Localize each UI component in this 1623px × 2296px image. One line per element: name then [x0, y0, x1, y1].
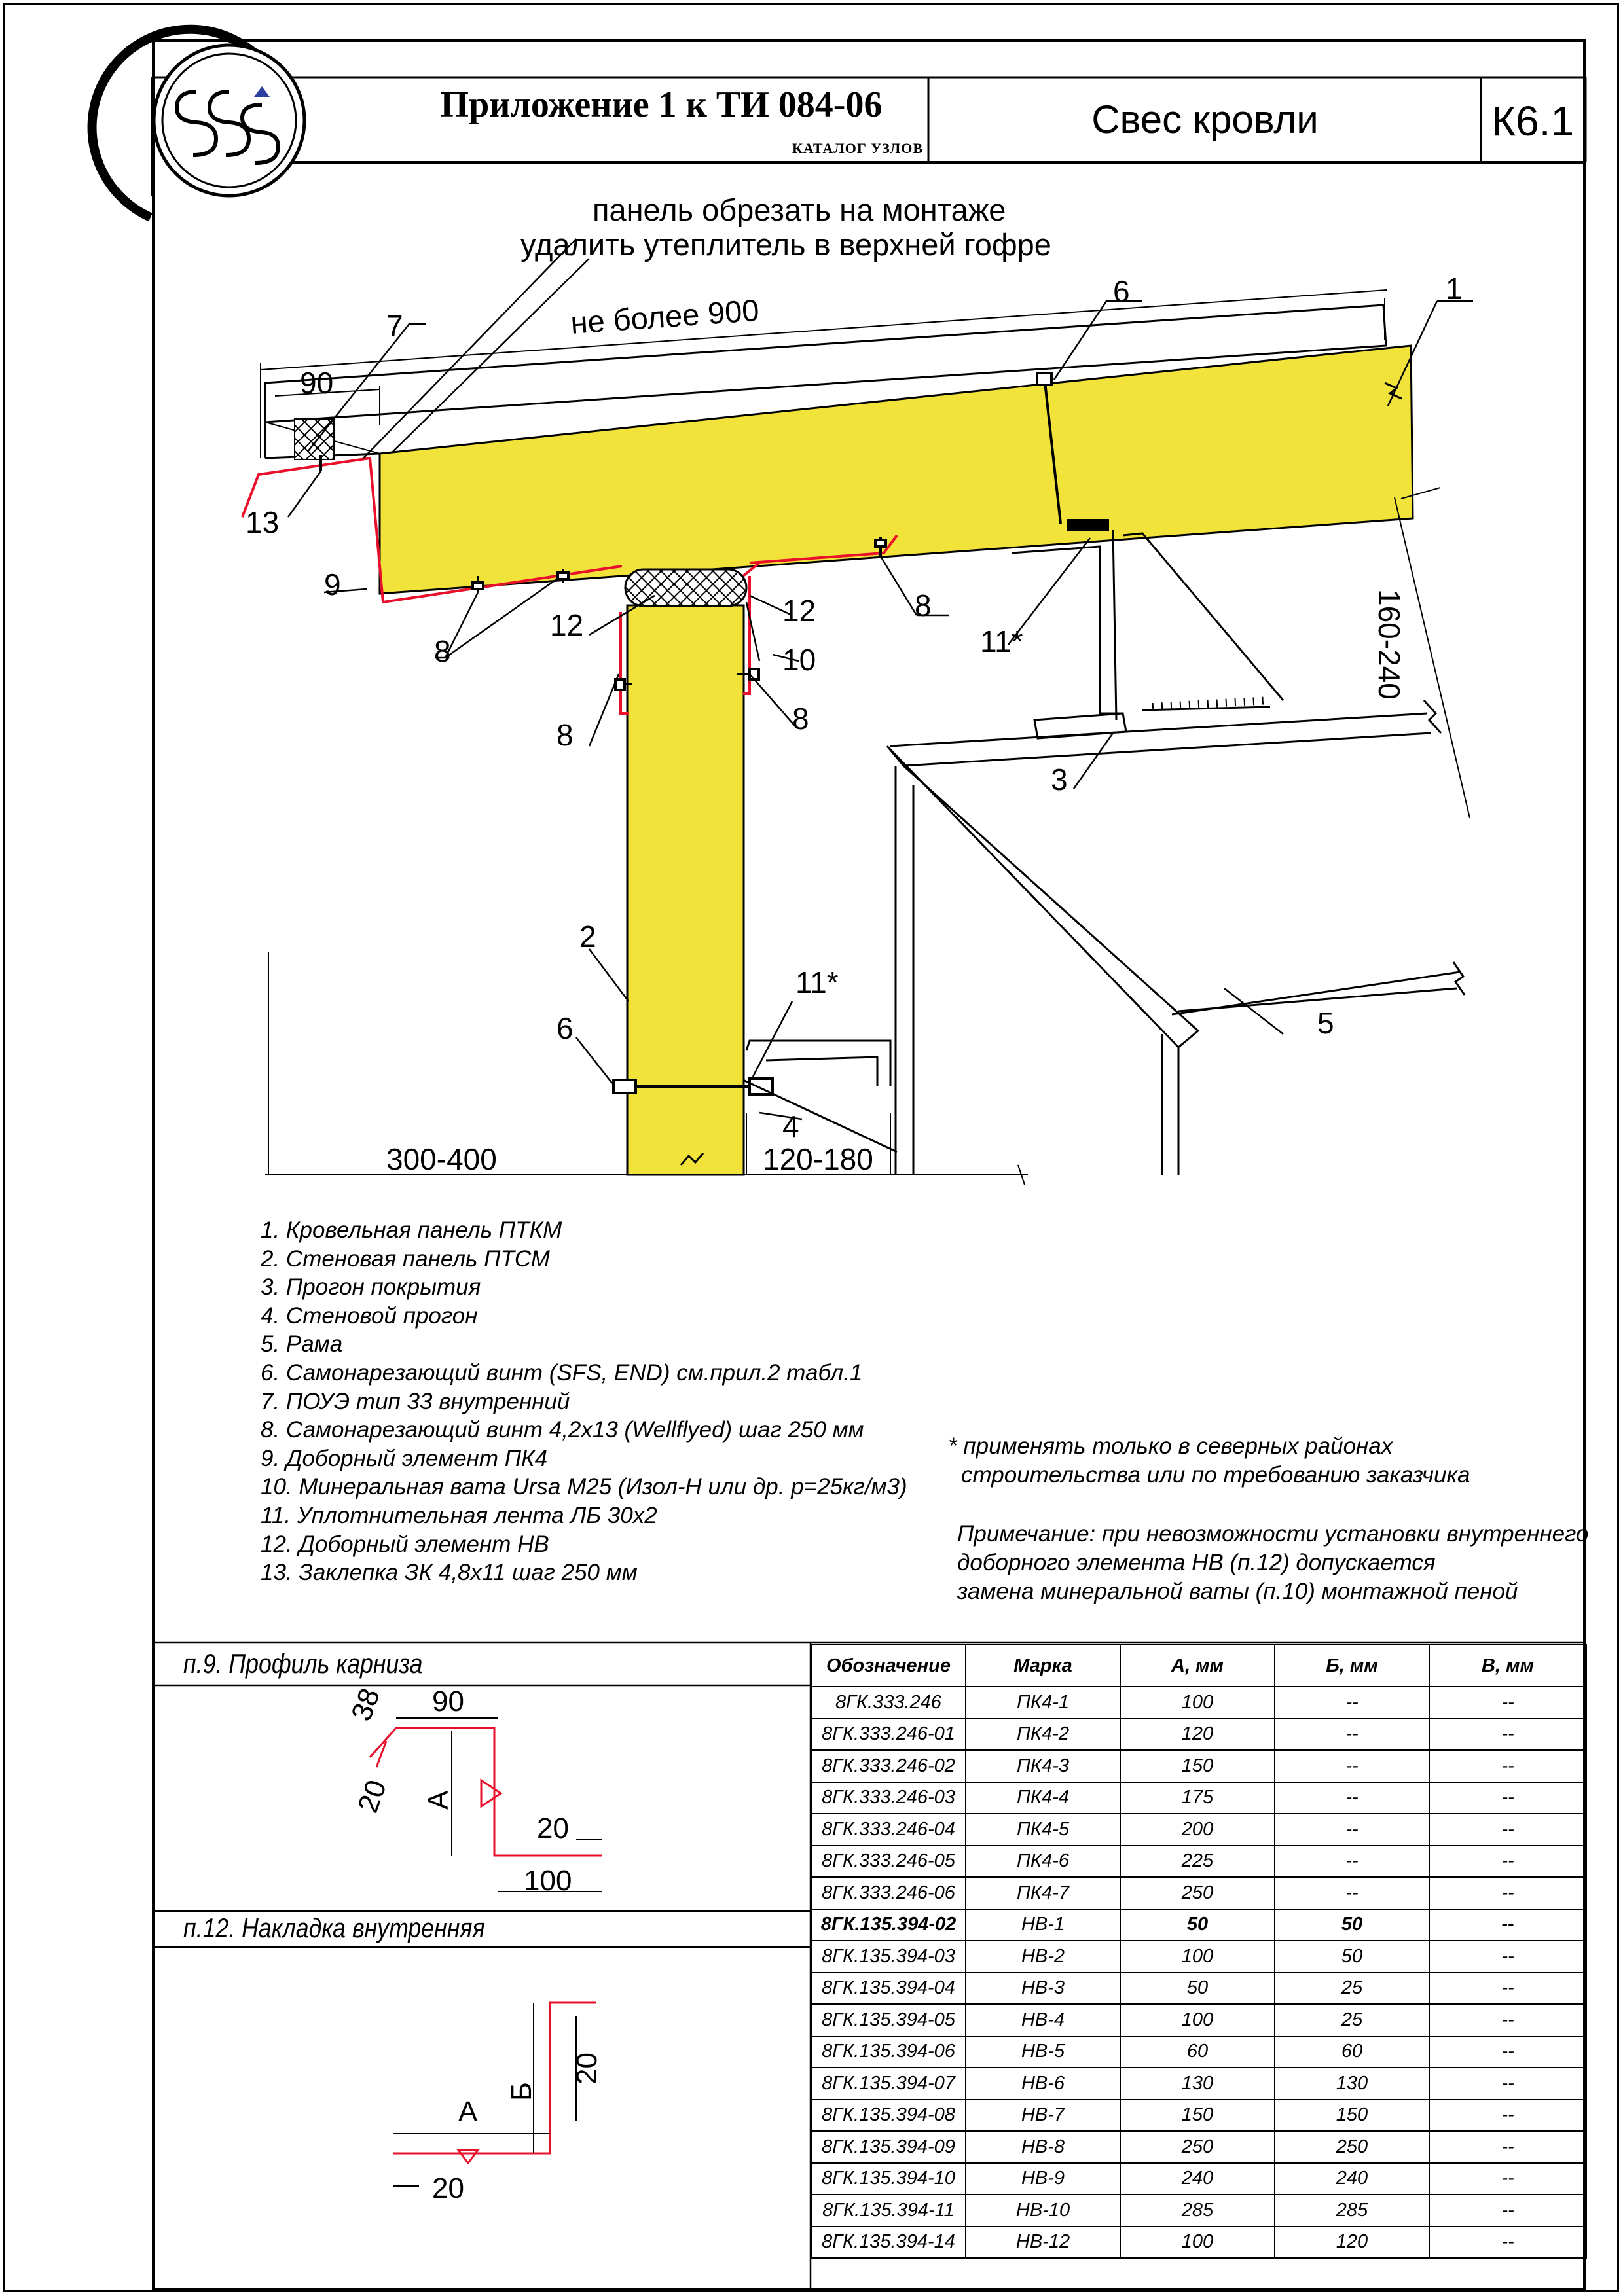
table-cell: -- — [1275, 1846, 1429, 1878]
note-cut-panel: панель обрезать на монтаже — [593, 192, 1006, 227]
table-cell: 60 — [1120, 2036, 1275, 2068]
legend-item: 5. Рама — [261, 1331, 343, 1357]
profile-p12-title: п.12. Накладка внутренняя — [183, 1912, 485, 1943]
table-cell: 250 — [1275, 2131, 1429, 2163]
table-cell: -- — [1275, 1877, 1429, 1909]
table-cell: -- — [1429, 2036, 1586, 2068]
table-row — [811, 2100, 1586, 2132]
p12-dim-20: 20 — [571, 2053, 603, 2085]
table-cell: -- — [1275, 1719, 1429, 1751]
table-cell: 120 — [1120, 1719, 1275, 1751]
legend-item: 3. Прогон покрытия — [261, 1274, 481, 1300]
table-cell: -- — [1429, 2227, 1586, 2259]
legend-item: 9. Доборный элемент ПК4 — [261, 1445, 548, 1471]
legend-item: 13. Заклепка ЗК 4,8х11 шаг 250 мм — [261, 1560, 638, 1586]
table-cell: 50 — [1120, 1909, 1275, 1941]
callout-2: 2 — [579, 920, 596, 954]
col-header-b: Б, мм — [1275, 1645, 1429, 1687]
table-header-row — [811, 1645, 1586, 1687]
table-cell: 25 — [1275, 2004, 1429, 2036]
callout-6-roof: 6 — [1113, 274, 1130, 308]
legend-item: 11. Уплотнительная лента ЛБ 30х2 — [261, 1502, 657, 1528]
table-cell: ПК4-4 — [966, 1782, 1120, 1814]
legend-item: 2. Стеновая панель ПТСМ — [261, 1246, 550, 1272]
table-cell: -- — [1275, 1782, 1429, 1814]
table-row — [811, 2227, 1586, 2259]
callout-10: 10 — [782, 643, 816, 677]
table-cell: 25 — [1275, 1973, 1429, 2005]
table-row — [811, 2036, 1586, 2068]
table-cell: 225 — [1120, 1846, 1275, 1878]
table-cell: 175 — [1120, 1782, 1275, 1814]
table-cell: -- — [1429, 1877, 1586, 1909]
table-row — [811, 1719, 1586, 1751]
table-cell: НВ-4 — [966, 2004, 1120, 2036]
table-cell: -- — [1429, 1814, 1586, 1846]
col-header-a: А, мм — [1120, 1645, 1275, 1687]
table-row — [811, 1750, 1586, 1782]
table-cell: 240 — [1275, 2163, 1429, 2195]
callout-5: 5 — [1317, 1006, 1334, 1040]
table-cell: ПК4-7 — [966, 1877, 1120, 1909]
table-cell: -- — [1429, 2004, 1586, 2036]
table-cell: 8ГК.135.394-02 — [811, 1909, 966, 1941]
table-cell: 8ГК.135.394-04 — [811, 1973, 966, 2005]
table-cell: ПК4-1 — [966, 1687, 1120, 1719]
callout-9: 9 — [324, 567, 341, 601]
note-remove-insulation: удалить утеплитель в верхней гофре — [520, 227, 1051, 262]
table-row — [811, 1782, 1586, 1814]
table-cell: 130 — [1120, 2068, 1275, 2100]
callout-4: 4 — [782, 1109, 799, 1143]
table-cell: 100 — [1120, 2004, 1275, 2036]
table-cell: -- — [1429, 1941, 1586, 1973]
table-cell: 8ГК.135.394-03 — [811, 1941, 966, 1973]
table-cell: 150 — [1275, 2100, 1429, 2132]
legend-item: 8. Самонарезающий винт 4,2х13 (Wellflyed) шаг 250 мм — [261, 1417, 864, 1443]
table-cell: 240 — [1120, 2163, 1275, 2195]
table-cell: НВ-2 — [966, 1941, 1120, 1973]
legend-list — [261, 1216, 981, 1587]
appendix-title: Приложение 1 к ТИ 084-06 — [440, 84, 883, 125]
remark-line2: доборного элемента НВ (п.12) допускается — [957, 1550, 1436, 1575]
company-logo — [92, 29, 304, 217]
table-cell: НВ-8 — [966, 2131, 1120, 2163]
table-cell: 8ГК.333.246 — [811, 1687, 966, 1719]
callout-8-wall-left: 8 — [556, 718, 574, 752]
table-cell: 8ГК.333.246-05 — [811, 1846, 966, 1878]
table-cell: 120 — [1275, 2227, 1429, 2259]
table-cell: НВ-12 — [966, 2227, 1120, 2259]
table-cell: 8ГК.333.246-03 — [811, 1782, 966, 1814]
table-cell: 8ГК.135.394-06 — [811, 2036, 966, 2068]
p9-dim-20: 20 — [352, 1775, 393, 1817]
callout-7: 7 — [386, 309, 403, 343]
table-cell: 8ГК.333.246-04 — [811, 1814, 966, 1846]
table-cell: -- — [1275, 1687, 1429, 1719]
table-cell: -- — [1429, 2131, 1586, 2163]
table-cell: 8ГК.135.394-07 — [811, 2068, 966, 2100]
table-cell: НВ-5 — [966, 2036, 1120, 2068]
drawing-title: Свес кровли — [1091, 98, 1319, 141]
legend-item: 7. ПОУЭ тип 33 внутренний — [261, 1388, 570, 1414]
callout-1: 1 — [1446, 272, 1463, 306]
col-header-v: В, мм — [1429, 1645, 1586, 1687]
table-row — [811, 1814, 1586, 1846]
table-row — [811, 2068, 1586, 2100]
callout-8-roof: 8 — [915, 588, 932, 622]
profile-p9-title: п.9. Профиль карниза — [183, 1648, 423, 1679]
dim-max-900: не более 900 — [569, 292, 761, 340]
table-cell: -- — [1429, 1719, 1586, 1751]
table-cell: 250 — [1120, 1877, 1275, 1909]
table-row — [811, 2004, 1586, 2036]
table-row — [811, 2195, 1586, 2227]
footnote-line1: * применять только в северных районах — [948, 1433, 1393, 1459]
table-cell: -- — [1275, 1750, 1429, 1782]
col-header-mark: Марка — [966, 1645, 1120, 1687]
table-cell: 130 — [1275, 2068, 1429, 2100]
table-row — [811, 1941, 1586, 1973]
drawing-code: К6.1 — [1491, 98, 1575, 145]
table-cell: -- — [1429, 2163, 1586, 2195]
dim-120-180: 120-180 — [763, 1142, 873, 1176]
table-cell: 8ГК.135.394-14 — [811, 2227, 966, 2259]
table-cell: -- — [1429, 1750, 1586, 1782]
table-cell: 50 — [1120, 1973, 1275, 2005]
dim-90: 90 — [300, 366, 334, 400]
table-cell: НВ-3 — [966, 1973, 1120, 2005]
table-cell: ПК4-5 — [966, 1814, 1120, 1846]
wall-panel — [621, 569, 750, 1175]
roof-panel — [265, 305, 1413, 594]
footnote-line2: строительства или по требованию заказчика — [961, 1462, 1470, 1488]
catalog-label: КАТАЛОГ УЗЛОВ — [792, 140, 923, 156]
callout-8-left: 8 — [434, 634, 451, 668]
table-cell: 150 — [1120, 2100, 1275, 2132]
col-header-designation: Обозначение — [811, 1645, 966, 1687]
table-cell: 100 — [1120, 2227, 1275, 2259]
table-cell: НВ-7 — [966, 2100, 1120, 2132]
structure — [743, 530, 1465, 1175]
callout-12-right: 12 — [782, 594, 816, 628]
table-cell: -- — [1275, 1814, 1429, 1846]
table-cell: -- — [1429, 1846, 1586, 1878]
table-cell: 8ГК.135.394-11 — [811, 2195, 966, 2227]
table-cell: 150 — [1120, 1750, 1275, 1782]
p9-dim-20-right: 20 — [537, 1812, 569, 1844]
callout-8-wall-right: 8 — [792, 702, 809, 736]
p12-dim-20-bottom: 20 — [432, 2172, 464, 2204]
legend-item: 12. Доборный элемент НВ — [261, 1531, 549, 1557]
table-cell: 285 — [1120, 2195, 1275, 2227]
table-row — [811, 1973, 1586, 2005]
table-cell: ПК4-2 — [966, 1719, 1120, 1751]
callout-11-roof: 11* — [980, 624, 1023, 658]
table-cell: 60 — [1275, 2036, 1429, 2068]
table-cell: 8ГК.333.246-01 — [811, 1719, 966, 1751]
table-cell: 8ГК.135.394-10 — [811, 2163, 966, 2195]
table-cell: ПК4-3 — [966, 1750, 1120, 1782]
profile-p12 — [393, 2003, 596, 2186]
remark-line3: замена минеральной ваты (п.10) монтажной пеной — [957, 1579, 1518, 1604]
table-cell: -- — [1429, 2195, 1586, 2227]
table-cell: -- — [1429, 1782, 1586, 1814]
table-cell: 8ГК.135.394-09 — [811, 2131, 966, 2163]
callout-6-wall: 6 — [556, 1011, 574, 1045]
legend-item: 6. Самонарезающий винт (SFS, END) см.прил.2 табл.1 — [261, 1359, 863, 1386]
table-cell: -- — [1429, 2100, 1586, 2132]
table-row — [811, 2163, 1586, 2195]
callout-11-wall: 11* — [795, 965, 839, 999]
table-cell: -- — [1429, 1909, 1586, 1941]
table-row — [811, 1909, 1586, 1941]
table-cell: 100 — [1120, 1687, 1275, 1719]
dim-160-240: 160-240 — [1372, 589, 1406, 700]
table-cell: 8ГК.135.394-08 — [811, 2100, 966, 2132]
p9-dim-90: 90 — [432, 1685, 464, 1717]
legend-item: 1. Кровельная панель ПТКМ — [261, 1217, 562, 1243]
p9-dim-a: А — [422, 1790, 454, 1810]
callout-12-left: 12 — [550, 608, 584, 642]
table-cell: -- — [1429, 2068, 1586, 2100]
table-cell: -- — [1429, 1973, 1586, 2005]
p9-dim-38: 38 — [345, 1683, 386, 1725]
table-row — [811, 1687, 1586, 1719]
table-cell: НВ-9 — [966, 2163, 1120, 2195]
table-cell: 50 — [1275, 1909, 1429, 1941]
table-cell: НВ-10 — [966, 2195, 1120, 2227]
table-cell: ПК4-6 — [966, 1846, 1120, 1878]
table-cell: 100 — [1120, 1941, 1275, 1973]
spec-table — [811, 1644, 1587, 2259]
legend-item: 10. Минеральная вата Ursa M25 (Изол-Н или др. р=25кг/м3) — [261, 1474, 907, 1500]
legend-item: 4. Стеновой прогон — [261, 1302, 478, 1329]
table-cell: 285 — [1275, 2195, 1429, 2227]
table-cell: 8ГК.333.246-06 — [811, 1877, 966, 1909]
callout-13: 13 — [246, 505, 280, 539]
table-row — [811, 2131, 1586, 2163]
remark-line1: Примечание: при невозможности установки внутреннего — [957, 1521, 1589, 1547]
callout-3: 3 — [1051, 762, 1068, 797]
table-cell: НВ-6 — [966, 2068, 1120, 2100]
dim-300-400: 300-400 — [386, 1142, 497, 1176]
table-cell: -- — [1429, 1687, 1586, 1719]
table-cell: 50 — [1275, 1941, 1429, 1973]
table-cell: НВ-1 — [966, 1909, 1120, 1941]
p12-dim-a: А — [458, 2096, 478, 2128]
p12-dim-b: Б — [505, 2082, 538, 2101]
table-cell: 8ГК.333.246-02 — [811, 1750, 966, 1782]
table-cell: 200 — [1120, 1814, 1275, 1846]
p9-dim-100: 100 — [524, 1865, 572, 1897]
table-row — [811, 1877, 1586, 1909]
table-cell: 8ГК.135.394-05 — [811, 2004, 966, 2036]
table-row — [811, 1846, 1586, 1878]
table-cell: 250 — [1120, 2131, 1275, 2163]
